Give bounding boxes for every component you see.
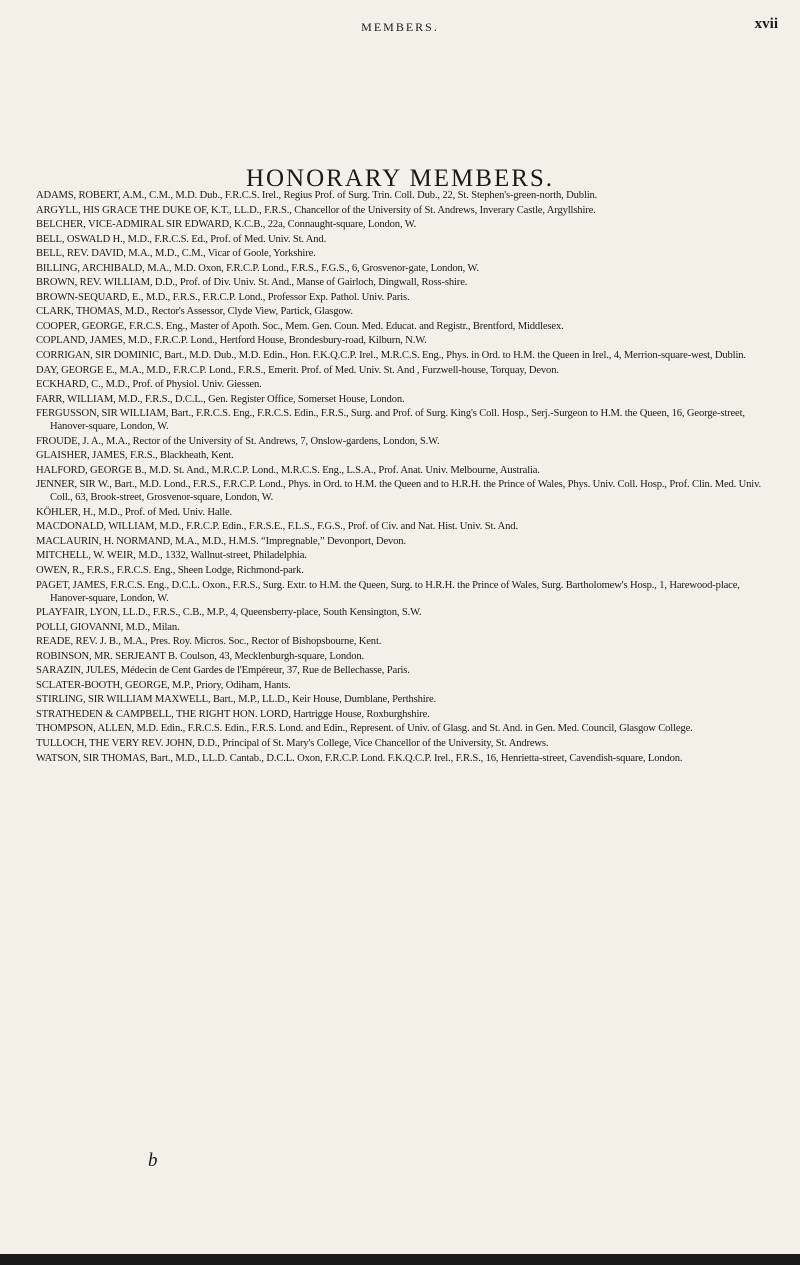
- member-entry: [36, 507, 778, 520]
- member-details: B. Coulson, 43, Mecklenburgh-square, London.: [168, 650, 364, 662]
- member-entry: [36, 636, 778, 649]
- member-entry: [36, 550, 778, 563]
- member-name: ROBINSON, MR. SERJEANT: [36, 650, 166, 662]
- member-details: K.C.B., 22a, Connaught-square, London, W.: [233, 219, 417, 231]
- member-name: ADAMS, ROBERT,: [36, 190, 121, 201]
- member-details: M.D., Milan.: [125, 621, 180, 633]
- member-details: K.T., LL.D., F.R.S., Chancellor of the University of St. Andrews, Inverary Castle, Argyllshire.: [211, 204, 596, 216]
- member-entry: [36, 622, 778, 635]
- page-number: xvii: [754, 16, 778, 32]
- member-name: PAGET, JAMES,: [36, 579, 108, 591]
- member-details: M.A., M.D., C.M., Vicar of Goole, Yorkshire.: [128, 248, 316, 260]
- member-details: A.M., C.M., M.D. Dub., F.R.C.S. Irel., Regius Prof. of Surg. Trin. Coll. Dub., 22, St. Stephen's-green-north, Dublin.: [122, 190, 598, 201]
- member-name: FARR, WILLIAM,: [36, 393, 116, 405]
- member-name: POLLI, GIOVANNI,: [36, 621, 124, 633]
- member-name: FROUDE, J. A.,: [36, 435, 104, 447]
- member-entry: [36, 248, 778, 261]
- member-entry: [36, 350, 778, 363]
- member-entry: [36, 292, 778, 305]
- member-details: M.D., F.R.C.S. Ed., Prof. of Med. Univ. St. And.: [127, 233, 327, 245]
- member-name: BELL, OSWALD H.,: [36, 233, 126, 245]
- member-details: Bart., M.D. Lond., F.R.S., F.R.C.P. Lond., Phys. in Ord. to H.M. the Queen and to H.R.H. the Prince of Wales, Phys. Univ. Coll. Hosp., Prof. Clin. Med. Univ. Coll., 63, Brook-street, Grosvenor-square, London, W.: [50, 479, 762, 504]
- member-entry: [36, 379, 778, 392]
- member-name: FERGUSSON, SIR WILLIAM,: [36, 408, 169, 420]
- member-entry: [36, 190, 778, 203]
- member-name: TULLOCH, THE VERY REV. JOHN,: [36, 738, 195, 749]
- member-details: M.A., Pres. Roy. Micros. Soc., Rector of Bishopsbourne, Kent.: [123, 636, 382, 648]
- member-name: BELL, REV. DAVID,: [36, 248, 126, 260]
- member-details: M.D. St. And., M.R.C.P. Lond., M.R.C.S. Eng., L.S.A., Prof. Anat. Univ. Melbourne, Australia.: [148, 464, 540, 476]
- member-details: M.D., F.R.C.P. Edin., F.R.S.E., F.L.S., F.G.S., Prof. of Civ. and Nat. Hist. Univ. St. And.: [159, 521, 518, 533]
- member-details: Bart., F.R.C.S. Eng., F.R.C.S. Edin., F.R.S., Surg. and Prof. of Surg. King's Coll. Hosp., Serj.-Surgeon to H.M. the Queen, 16, George-street, Hanover-square, London, W.: [50, 408, 745, 433]
- member-details: Bart., M.P., LL.D., Keir House, Dumblane, Perthshire.: [213, 694, 437, 706]
- member-details: M.A., M.D., F.R.C.P. Lond., F.R.S., Emerit. Prof. of Med. Univ. St. And , Furzwell-house, Torquay, Devon.: [119, 364, 559, 376]
- signature-mark: b: [148, 1150, 158, 1171]
- member-name: SARAZIN, JULES,: [36, 665, 119, 677]
- member-entry: [36, 234, 778, 247]
- member-name: PLAYFAIR, LYON,: [36, 607, 121, 619]
- member-entry: [36, 580, 778, 606]
- member-entry: [36, 335, 778, 348]
- member-entry: [36, 694, 778, 707]
- member-entry: [36, 436, 778, 449]
- member-name: STIRLING, SIR WILLIAM MAXWELL,: [36, 694, 211, 706]
- member-details: Bart., M.D. Dub., M.D. Edin., Hon. F.K.Q.C.P. Irel., M.R.C.S. Eng., Phys. in Ord. to H.M. the Queen in Irel., 4, Merrion-square-west, Dublin.: [164, 350, 746, 362]
- member-entry: [36, 536, 778, 549]
- member-details: M.P., Priory, Odiham, Hants.: [172, 679, 291, 691]
- member-name: COPLAND, JAMES,: [36, 335, 126, 347]
- member-entry: [36, 607, 778, 620]
- member-entry: [36, 565, 778, 578]
- member-entry: [36, 365, 778, 378]
- member-entry: [36, 521, 778, 534]
- member-details: Médecin de Cent Gardes de l'Empéreur, 37, Rue de Bellechasse, Paris.: [120, 665, 410, 677]
- member-details: M.D., F.R.S., D.C.L., Gen. Register Office, Somerset House, London.: [118, 393, 405, 405]
- member-details: M.D., F.R.S., F.R.C.P. Lond., Professor Exp. Pathol. Univ. Paris.: [145, 291, 410, 303]
- member-details: M.D., Prof. of Med. Univ. Halle.: [98, 506, 233, 518]
- member-name: KÖHLER, H.,: [36, 506, 96, 518]
- member-entry: [36, 651, 778, 664]
- member-name: SCLATER-BOOTH, GEORGE,: [36, 679, 170, 691]
- member-details: F.R.C.S. Eng., D.C.L. Oxon., F.R.S., Surg. Extr. to H.M. the Queen, Surg. to H.R.H. the Prince of Wales, Surg. Bartholomew's Hosp., 1, Harewood-place, Hanover-square, London, W.: [50, 579, 740, 604]
- member-details: M.D., F.R.C.P. Lond., Hertford House, Brondesbury-road, Kilburn, N.W.: [127, 335, 427, 347]
- member-details: M.D., Rector's Assessor, Clyde View, Partick, Glasgow.: [124, 306, 353, 318]
- member-entry: [36, 753, 778, 766]
- member-list: [36, 190, 778, 767]
- member-entry: [36, 205, 778, 218]
- member-details: M.A., M.D., H.M.S. “Impregnable,” Devonport, Devon.: [174, 535, 406, 547]
- member-entry: [36, 680, 778, 693]
- member-entry: [36, 277, 778, 290]
- member-details: M.D., Prof. of Physiol. Univ. Giessen.: [105, 379, 262, 391]
- member-entry: [36, 665, 778, 678]
- member-name: WATSON, SIR THOMAS,: [36, 752, 148, 764]
- member-details: D.D., Prof. of Div. Univ. St. And., Manse of Gairloch, Dingwall, Ross-shire.: [154, 277, 468, 289]
- member-name: STRATHEDEN & CAMPBELL, THE RIGHT HON. LORD,: [36, 708, 291, 720]
- member-entry: [36, 219, 778, 232]
- member-entry: [36, 306, 778, 319]
- member-details: F.R.S., Blackheath, Kent.: [129, 450, 234, 462]
- page-title: HONORARY MEMBERS.: [245, 164, 555, 192]
- member-details: Hartrigge House, Roxburghshire.: [293, 708, 430, 720]
- member-name: OWEN, R.,: [36, 565, 85, 577]
- member-name: MACLAURIN, H. NORMAND,: [36, 535, 173, 547]
- member-details: M.D. Edin., F.R.C.S. Edin., F.R.S. Lond. and Edin., Represent. of Univ. of Glasg. and St. And. in Gen. Med. Council, Glasgow College.: [136, 723, 693, 735]
- member-name: GLAISHER, JAMES,: [36, 450, 128, 462]
- member-name: CLARK, THOMAS,: [36, 306, 123, 318]
- member-details: M.A., Rector of the University of St. Andrews, 7, Onslow-gardens, London, S.W.: [105, 435, 440, 447]
- member-details: M.D., 1332, Wallnut-street, Philadelphia.: [138, 550, 307, 562]
- member-name: CORRIGAN, SIR DOMINIC,: [36, 350, 162, 362]
- member-entry: [36, 263, 778, 276]
- member-entry: [36, 450, 778, 463]
- member-entry: [36, 321, 778, 334]
- running-head-title: MEMBERS.: [361, 20, 439, 34]
- member-name: BILLING, ARCHIBALD,: [36, 262, 145, 274]
- member-name: READE, REV. J. B.,: [36, 636, 121, 648]
- running-head: [0, 14, 800, 36]
- member-details: F.R.C.S. Eng., Master of Apoth. Soc., Mem. Gen. Coun. Med. Educat. and Registr., Brentford, Middlesex.: [128, 320, 564, 332]
- page-bottom-edge: [0, 1254, 800, 1265]
- member-entry: [36, 465, 778, 478]
- member-name: JENNER, SIR W.,: [36, 479, 112, 491]
- member-name: ECKHARD, C.,: [36, 379, 104, 391]
- member-entry: [36, 408, 778, 434]
- member-name: THOMPSON, ALLEN,: [36, 723, 134, 735]
- member-details: LL.D., F.R.S., C.B., M.P., 4, Queensberry-place, South Kensington, S.W.: [122, 607, 422, 619]
- member-name: BROWN, REV. WILLIAM,: [36, 277, 153, 289]
- member-name: COOPER, GEORGE,: [36, 320, 127, 332]
- member-name: ARGYLL, HIS GRACE THE DUKE OF,: [36, 204, 209, 216]
- member-name: BROWN-SEQUARD, E.,: [36, 291, 144, 303]
- member-entry: [36, 738, 778, 751]
- member-entry: [36, 709, 778, 722]
- member-name: MACDONALD, WILLIAM,: [36, 521, 157, 533]
- member-name: BELCHER, VICE-ADMIRAL SIR EDWARD,: [36, 219, 232, 231]
- member-name: MITCHELL, W. WEIR,: [36, 550, 136, 562]
- member-entry: [36, 723, 778, 736]
- member-entry: [36, 479, 778, 505]
- member-details: F.R.S., F.R.C.S. Eng., Sheen Lodge, Richmond-park.: [86, 565, 304, 577]
- member-name: DAY, GEORGE E.,: [36, 364, 118, 376]
- member-name: HALFORD, GEORGE B.,: [36, 464, 147, 476]
- member-details: M.A., M.D. Oxon, F.R.C.P. Lond., F.R.S., F.G.S., 6, Grosvenor-gate, London, W.: [147, 262, 479, 274]
- member-details: D.D., Principal of St. Mary's College, Vice Chancellor of the University, St. Andrews.: [197, 738, 549, 749]
- member-details: Bart., M.D., LL.D. Cantab., D.C.L. Oxon, F.R.C.P. Lond. F.K.Q.C.P. Irel., F.R.S., 16, Henrietta-street, Cavendish-square, London.: [150, 752, 683, 764]
- member-entry: [36, 394, 778, 407]
